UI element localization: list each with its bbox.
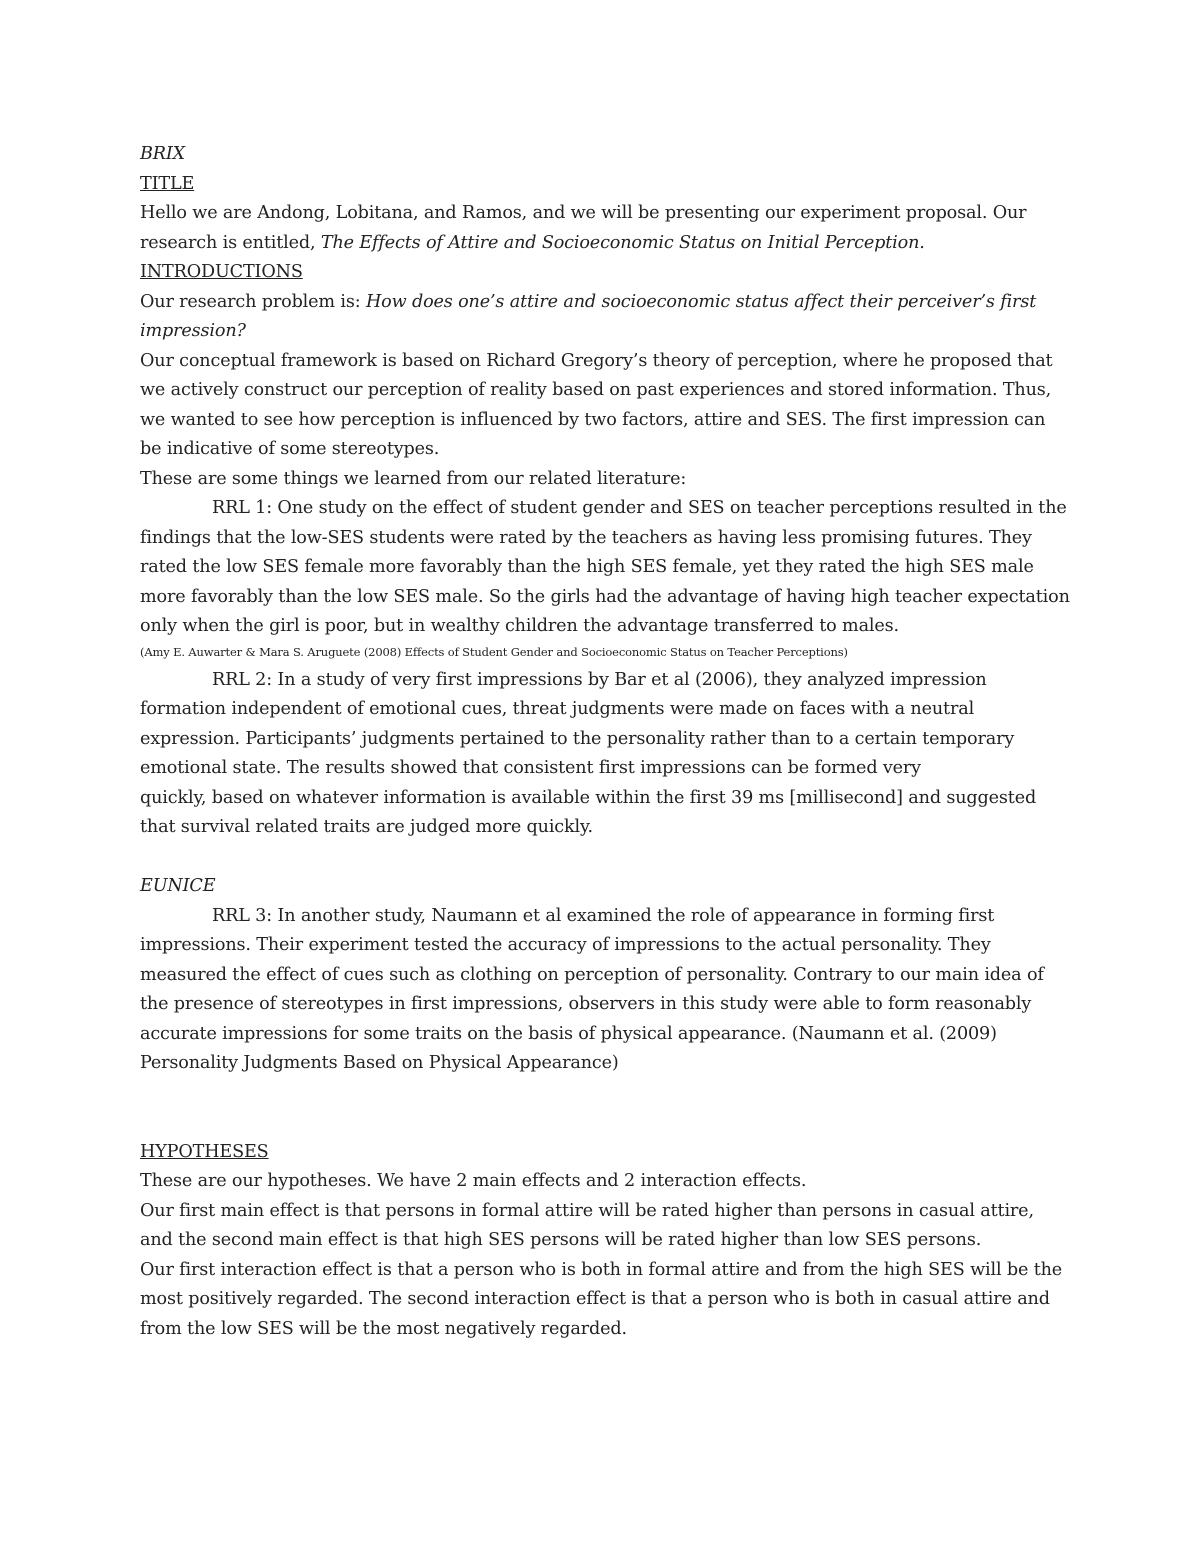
interaction-effects-paragraph: Our first interaction effect is that a person who is both in formal attire and from the high SES will be the most positively regarded. The second interaction effect is that a person who is both in casual attire and from the low SES will be the most negatively regarded. — [140, 1259, 1063, 1339]
heading-hypotheses: HYPOTHESES — [140, 1141, 269, 1162]
rrl1-paragraph: RRL 1: One study on the effect of student gender and SES on teacher perceptions resulted in the findings that the low-SES students were rated by the teachers as having less promising futures. They rated the low SES female more favorably than the high SES female, yet they rated the high SES male more favorably than the low SES male. So the girls had the advantage of having high teacher expectation only when the girl is poor, but in wealthy children the advantage transferred to males. — [140, 498, 1070, 636]
rrl-intro: These are some things we learned from our related literature: — [140, 468, 687, 489]
rrl1-citation: (Amy E. Auwarter & Mara S. Aruguete (2008) Effects of Student Gender and Socioeconomic Status on Teacher Perceptions) — [140, 644, 848, 659]
rrl2-paragraph: RRL 2: In a study of very first impressions by Bar et al (2006), they analyzed impression formation independent of emotional cues, threat judgments were made on faces with a neutral expression. Participants’ judgments pertained to the personality rather than to a certain temporary emotional state. The results showed that consistent first impressions can be formed very — [140, 669, 1015, 778]
hypotheses-intro: These are our hypotheses. We have 2 main effects and 2 interaction effects. — [140, 1171, 807, 1191]
title-paragraph — [140, 199, 1070, 258]
document-page — [140, 140, 1070, 1344]
research-problem-paragraph — [140, 288, 1070, 347]
heading-introductions: INTRODUCTIONS — [140, 262, 303, 282]
spacer — [140, 843, 1070, 873]
main-effects-paragraph: Our first main effect is that persons in formal attire will be rated higher than persons in casual attire, and the second main effect is that high SES persons will be rated higher than low SES persons. — [140, 1200, 1034, 1250]
rrl3-paragraph: RRL 3: In another study, Naumann et al examined the role of appearance in forming first impressions. Their experiment tested the accuracy of impressions to the actual personality. They measured the effect of cues such as clothing on perception of personality. Contrary to our main idea of the presence of stereotypes in first impressions, observers in this study were able to form reasonably accurate impressions for some traits on the basis of physical appearance. (Naumann et al. (2009) Personality Judgments Based on Physical Appearance) — [140, 905, 1044, 1073]
rrl2-continuation: quickly, based on whatever information is available within the first 39 ms [millisecond] and suggested that survival related traits are judged more quickly. — [140, 787, 1037, 837]
research-title: The Effects of Attire and Socioeconomic Status on Initial Perception. — [320, 232, 925, 253]
heading-title: TITLE — [140, 173, 195, 194]
section-label-brix: BRIX — [140, 144, 186, 164]
title-intro-text: Hello we are Andong, Lobitana, and Ramos, and we will be presenting our experiment proposal. Our research is entitled, — [140, 203, 1027, 253]
problem-question: How does one’s attire and socioeconomic status affect their perceiver’s first impression? — [140, 291, 1037, 341]
spacer — [140, 1079, 1070, 1138]
section-label-eunice: EUNICE — [140, 876, 216, 896]
framework-paragraph: Our conceptual framework is based on Richard Gregory’s theory of perception, where he proposed that we actively construct our perception of reality based on past experiences and stored information. Thus, we wanted to see how perception is influenced by two factors, attire and SES. The first impression can be indicative of some stereotypes. — [140, 350, 1053, 459]
problem-lead-text: Our research problem is: — [140, 291, 366, 312]
